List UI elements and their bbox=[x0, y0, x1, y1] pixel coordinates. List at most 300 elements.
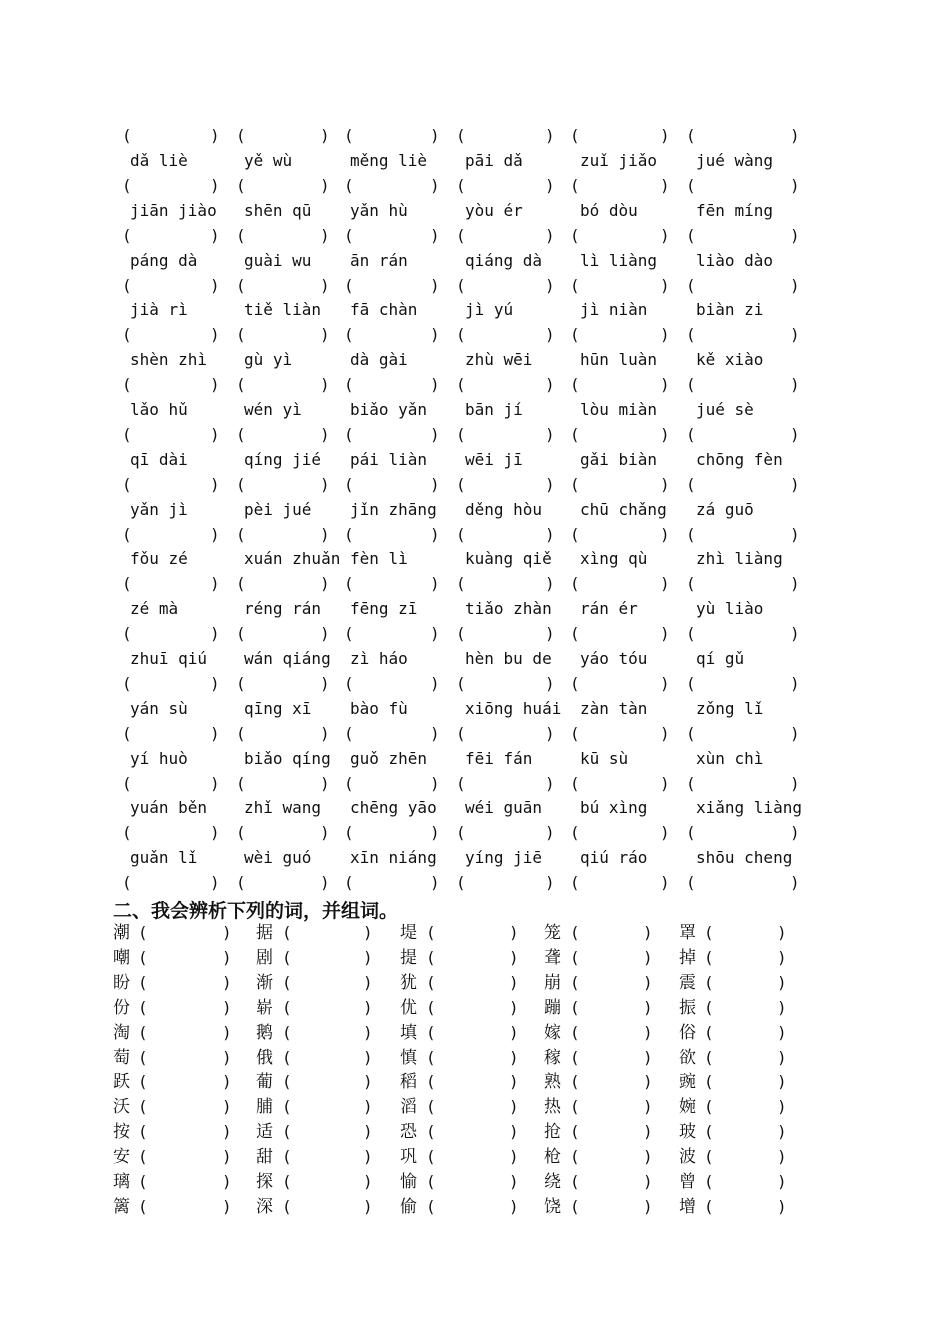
answer-blank-open[interactable]: ( bbox=[122, 375, 132, 395]
answer-blank-open[interactable]: ( bbox=[456, 425, 466, 444]
answer-blank-open[interactable]: ( bbox=[456, 474, 466, 494]
word-blank-close[interactable]: ) bbox=[777, 972, 787, 992]
word-blank-open[interactable]: ( bbox=[426, 923, 436, 942]
answer-blank-open[interactable]: ( bbox=[236, 275, 246, 295]
word-blank-close[interactable]: ) bbox=[363, 1097, 373, 1117]
word-blank-open[interactable]: ( bbox=[704, 997, 714, 1017]
word-blank-close[interactable]: ) bbox=[222, 1122, 232, 1142]
answer-blank-open[interactable]: ( bbox=[686, 275, 696, 295]
answer-blank-close[interactable]: ) bbox=[790, 474, 800, 494]
word-blank-close[interactable]: ) bbox=[509, 972, 519, 992]
answer-blank-open[interactable]: ( bbox=[344, 325, 354, 345]
answer-blank-close[interactable]: ) bbox=[320, 723, 330, 743]
answer-blank-close[interactable]: ) bbox=[320, 823, 330, 843]
answer-blank-open[interactable]: ( bbox=[236, 425, 246, 444]
answer-blank-open[interactable]: ( bbox=[122, 674, 132, 693]
answer-blank-open[interactable]: ( bbox=[456, 674, 466, 693]
answer-blank-open[interactable]: ( bbox=[236, 574, 246, 594]
answer-blank-open[interactable]: ( bbox=[456, 275, 466, 295]
word-blank-close[interactable]: ) bbox=[222, 1172, 232, 1191]
answer-blank-open[interactable]: ( bbox=[344, 773, 354, 793]
answer-blank-close[interactable]: ) bbox=[210, 225, 220, 245]
answer-blank-open[interactable]: ( bbox=[344, 474, 354, 494]
answer-blank-open[interactable]: ( bbox=[236, 474, 246, 494]
answer-blank-close[interactable]: ) bbox=[545, 275, 555, 295]
word-blank-close[interactable]: ) bbox=[363, 1022, 373, 1042]
word-blank-open[interactable]: ( bbox=[704, 947, 714, 967]
answer-blank-close[interactable]: ) bbox=[210, 425, 220, 444]
word-blank-close[interactable]: ) bbox=[222, 1147, 232, 1167]
answer-blank-open[interactable]: ( bbox=[570, 624, 580, 644]
answer-blank-open[interactable]: ( bbox=[570, 723, 580, 743]
answer-blank-close[interactable]: ) bbox=[430, 624, 440, 644]
word-blank-close[interactable]: ) bbox=[509, 1097, 519, 1117]
answer-blank-open[interactable]: ( bbox=[686, 674, 696, 693]
word-blank-open[interactable]: ( bbox=[704, 1122, 714, 1142]
answer-blank-close[interactable]: ) bbox=[320, 624, 330, 644]
answer-blank-close[interactable]: ) bbox=[210, 474, 220, 494]
answer-blank-close[interactable]: ) bbox=[660, 325, 670, 345]
word-blank-open[interactable]: ( bbox=[426, 1047, 436, 1067]
answer-blank-open[interactable]: ( bbox=[570, 674, 580, 693]
answer-blank-close[interactable]: ) bbox=[210, 723, 220, 743]
answer-blank-open[interactable]: ( bbox=[122, 624, 132, 644]
word-blank-open[interactable]: ( bbox=[282, 1122, 292, 1142]
answer-blank-open[interactable]: ( bbox=[236, 225, 246, 245]
word-blank-close[interactable]: ) bbox=[777, 923, 787, 942]
answer-blank-open[interactable]: ( bbox=[570, 823, 580, 843]
word-blank-close[interactable]: ) bbox=[363, 1196, 373, 1216]
answer-blank-close[interactable]: ) bbox=[430, 176, 440, 195]
answer-blank-close[interactable]: ) bbox=[210, 126, 220, 145]
word-blank-close[interactable]: ) bbox=[509, 997, 519, 1017]
answer-blank-close[interactable]: ) bbox=[545, 723, 555, 743]
answer-blank-open[interactable]: ( bbox=[456, 773, 466, 793]
answer-blank-close[interactable]: ) bbox=[320, 574, 330, 594]
answer-blank-open[interactable]: ( bbox=[122, 723, 132, 743]
answer-blank-open[interactable]: ( bbox=[344, 873, 354, 893]
word-blank-open[interactable]: ( bbox=[138, 1172, 148, 1191]
answer-blank-close[interactable]: ) bbox=[545, 474, 555, 494]
answer-blank-close[interactable]: ) bbox=[790, 624, 800, 644]
word-blank-open[interactable]: ( bbox=[426, 1122, 436, 1142]
word-blank-open[interactable]: ( bbox=[570, 1022, 580, 1042]
word-blank-close[interactable]: ) bbox=[777, 1022, 787, 1042]
answer-blank-close[interactable]: ) bbox=[545, 773, 555, 793]
word-blank-close[interactable]: ) bbox=[222, 972, 232, 992]
word-blank-close[interactable]: ) bbox=[777, 1097, 787, 1117]
word-blank-close[interactable]: ) bbox=[643, 1097, 653, 1117]
word-blank-open[interactable]: ( bbox=[570, 1196, 580, 1216]
word-blank-close[interactable]: ) bbox=[363, 997, 373, 1017]
word-blank-open[interactable]: ( bbox=[426, 947, 436, 967]
answer-blank-open[interactable]: ( bbox=[344, 375, 354, 395]
answer-blank-open[interactable]: ( bbox=[456, 524, 466, 544]
answer-blank-open[interactable]: ( bbox=[570, 524, 580, 544]
answer-blank-open[interactable]: ( bbox=[122, 275, 132, 295]
answer-blank-close[interactable]: ) bbox=[545, 674, 555, 693]
word-blank-close[interactable]: ) bbox=[509, 1147, 519, 1167]
word-blank-open[interactable]: ( bbox=[570, 1047, 580, 1067]
answer-blank-close[interactable]: ) bbox=[430, 275, 440, 295]
answer-blank-open[interactable]: ( bbox=[236, 773, 246, 793]
answer-blank-close[interactable]: ) bbox=[790, 176, 800, 195]
answer-blank-open[interactable]: ( bbox=[122, 425, 132, 444]
word-blank-open[interactable]: ( bbox=[704, 1172, 714, 1191]
answer-blank-close[interactable]: ) bbox=[320, 225, 330, 245]
answer-blank-open[interactable]: ( bbox=[456, 574, 466, 594]
word-blank-close[interactable]: ) bbox=[509, 1196, 519, 1216]
answer-blank-close[interactable]: ) bbox=[430, 474, 440, 494]
word-blank-open[interactable]: ( bbox=[704, 1072, 714, 1092]
answer-blank-close[interactable]: ) bbox=[660, 773, 670, 793]
answer-blank-close[interactable]: ) bbox=[210, 873, 220, 893]
word-blank-close[interactable]: ) bbox=[509, 1047, 519, 1067]
answer-blank-close[interactable]: ) bbox=[790, 524, 800, 544]
answer-blank-open[interactable]: ( bbox=[236, 375, 246, 395]
word-blank-close[interactable]: ) bbox=[222, 1047, 232, 1067]
word-blank-open[interactable]: ( bbox=[704, 1097, 714, 1117]
word-blank-close[interactable]: ) bbox=[509, 923, 519, 942]
answer-blank-open[interactable]: ( bbox=[122, 325, 132, 345]
answer-blank-open[interactable]: ( bbox=[236, 873, 246, 893]
answer-blank-open[interactable]: ( bbox=[570, 873, 580, 893]
word-blank-close[interactable]: ) bbox=[643, 1147, 653, 1167]
word-blank-open[interactable]: ( bbox=[570, 1072, 580, 1092]
answer-blank-close[interactable]: ) bbox=[660, 574, 670, 594]
word-blank-open[interactable]: ( bbox=[426, 1196, 436, 1216]
answer-blank-open[interactable]: ( bbox=[686, 225, 696, 245]
answer-blank-open[interactable]: ( bbox=[686, 823, 696, 843]
word-blank-close[interactable]: ) bbox=[363, 1047, 373, 1067]
word-blank-close[interactable]: ) bbox=[643, 1122, 653, 1142]
word-blank-open[interactable]: ( bbox=[138, 1072, 148, 1092]
answer-blank-open[interactable]: ( bbox=[236, 674, 246, 693]
answer-blank-open[interactable]: ( bbox=[344, 674, 354, 693]
answer-blank-open[interactable]: ( bbox=[236, 126, 246, 145]
word-blank-close[interactable]: ) bbox=[363, 1072, 373, 1092]
word-blank-close[interactable]: ) bbox=[643, 997, 653, 1017]
answer-blank-close[interactable]: ) bbox=[660, 624, 670, 644]
answer-blank-close[interactable]: ) bbox=[320, 873, 330, 893]
word-blank-open[interactable]: ( bbox=[570, 947, 580, 967]
word-blank-open[interactable]: ( bbox=[570, 1172, 580, 1191]
answer-blank-close[interactable]: ) bbox=[210, 275, 220, 295]
answer-blank-close[interactable]: ) bbox=[430, 225, 440, 245]
word-blank-open[interactable]: ( bbox=[426, 972, 436, 992]
answer-blank-close[interactable]: ) bbox=[545, 524, 555, 544]
word-blank-open[interactable]: ( bbox=[570, 1147, 580, 1167]
answer-blank-open[interactable]: ( bbox=[344, 524, 354, 544]
word-blank-close[interactable]: ) bbox=[643, 923, 653, 942]
answer-blank-close[interactable]: ) bbox=[790, 674, 800, 693]
answer-blank-close[interactable]: ) bbox=[320, 773, 330, 793]
word-blank-open[interactable]: ( bbox=[426, 1097, 436, 1117]
answer-blank-close[interactable]: ) bbox=[660, 823, 670, 843]
word-blank-open[interactable]: ( bbox=[138, 1047, 148, 1067]
word-blank-close[interactable]: ) bbox=[363, 947, 373, 967]
answer-blank-close[interactable]: ) bbox=[210, 524, 220, 544]
word-blank-close[interactable]: ) bbox=[509, 1022, 519, 1042]
answer-blank-close[interactable]: ) bbox=[430, 723, 440, 743]
answer-blank-close[interactable]: ) bbox=[210, 773, 220, 793]
answer-blank-close[interactable]: ) bbox=[790, 723, 800, 743]
answer-blank-open[interactable]: ( bbox=[344, 176, 354, 195]
answer-blank-open[interactable]: ( bbox=[236, 176, 246, 195]
word-blank-close[interactable]: ) bbox=[777, 1147, 787, 1167]
answer-blank-open[interactable]: ( bbox=[236, 325, 246, 345]
answer-blank-close[interactable]: ) bbox=[545, 624, 555, 644]
answer-blank-open[interactable]: ( bbox=[570, 425, 580, 444]
answer-blank-close[interactable]: ) bbox=[545, 126, 555, 145]
answer-blank-open[interactable]: ( bbox=[122, 823, 132, 843]
answer-blank-close[interactable]: ) bbox=[320, 674, 330, 693]
answer-blank-close[interactable]: ) bbox=[545, 873, 555, 893]
word-blank-open[interactable]: ( bbox=[570, 997, 580, 1017]
word-blank-close[interactable]: ) bbox=[222, 997, 232, 1017]
word-blank-open[interactable]: ( bbox=[704, 1022, 714, 1042]
word-blank-open[interactable]: ( bbox=[426, 1072, 436, 1092]
answer-blank-close[interactable]: ) bbox=[430, 773, 440, 793]
answer-blank-close[interactable]: ) bbox=[660, 375, 670, 395]
answer-blank-close[interactable]: ) bbox=[210, 823, 220, 843]
word-blank-open[interactable]: ( bbox=[704, 1196, 714, 1216]
answer-blank-close[interactable]: ) bbox=[660, 126, 670, 145]
answer-blank-close[interactable]: ) bbox=[660, 674, 670, 693]
answer-blank-open[interactable]: ( bbox=[122, 873, 132, 893]
answer-blank-close[interactable]: ) bbox=[790, 574, 800, 594]
answer-blank-open[interactable]: ( bbox=[236, 624, 246, 644]
answer-blank-close[interactable]: ) bbox=[210, 176, 220, 195]
word-blank-close[interactable]: ) bbox=[509, 947, 519, 967]
word-blank-open[interactable]: ( bbox=[426, 997, 436, 1017]
answer-blank-close[interactable]: ) bbox=[660, 425, 670, 444]
answer-blank-open[interactable]: ( bbox=[122, 474, 132, 494]
answer-blank-open[interactable]: ( bbox=[570, 126, 580, 145]
answer-blank-close[interactable]: ) bbox=[210, 574, 220, 594]
answer-blank-open[interactable]: ( bbox=[344, 126, 354, 145]
word-blank-open[interactable]: ( bbox=[704, 972, 714, 992]
word-blank-close[interactable]: ) bbox=[777, 1047, 787, 1067]
word-blank-open[interactable]: ( bbox=[138, 1022, 148, 1042]
answer-blank-close[interactable]: ) bbox=[790, 275, 800, 295]
answer-blank-close[interactable]: ) bbox=[210, 325, 220, 345]
word-blank-open[interactable]: ( bbox=[282, 1097, 292, 1117]
answer-blank-open[interactable]: ( bbox=[456, 823, 466, 843]
answer-blank-close[interactable]: ) bbox=[320, 126, 330, 145]
word-blank-close[interactable]: ) bbox=[222, 1196, 232, 1216]
word-blank-close[interactable]: ) bbox=[777, 1196, 787, 1216]
answer-blank-open[interactable]: ( bbox=[236, 524, 246, 544]
answer-blank-open[interactable]: ( bbox=[456, 375, 466, 395]
word-blank-close[interactable]: ) bbox=[777, 1072, 787, 1092]
answer-blank-close[interactable]: ) bbox=[790, 225, 800, 245]
word-blank-open[interactable]: ( bbox=[282, 923, 292, 942]
answer-blank-open[interactable]: ( bbox=[122, 225, 132, 245]
answer-blank-close[interactable]: ) bbox=[660, 225, 670, 245]
word-blank-open[interactable]: ( bbox=[570, 1097, 580, 1117]
answer-blank-open[interactable]: ( bbox=[122, 574, 132, 594]
word-blank-open[interactable]: ( bbox=[282, 1172, 292, 1191]
word-blank-open[interactable]: ( bbox=[426, 1172, 436, 1191]
answer-blank-open[interactable]: ( bbox=[686, 873, 696, 893]
word-blank-open[interactable]: ( bbox=[282, 1022, 292, 1042]
word-blank-open[interactable]: ( bbox=[426, 1022, 436, 1042]
answer-blank-close[interactable]: ) bbox=[660, 474, 670, 494]
word-blank-open[interactable]: ( bbox=[138, 923, 148, 942]
word-blank-open[interactable]: ( bbox=[138, 947, 148, 967]
word-blank-close[interactable]: ) bbox=[643, 1172, 653, 1191]
answer-blank-close[interactable]: ) bbox=[790, 325, 800, 345]
answer-blank-open[interactable]: ( bbox=[570, 325, 580, 345]
answer-blank-open[interactable]: ( bbox=[686, 425, 696, 444]
word-blank-close[interactable]: ) bbox=[222, 1097, 232, 1117]
answer-blank-close[interactable]: ) bbox=[430, 674, 440, 693]
answer-blank-close[interactable]: ) bbox=[660, 176, 670, 195]
word-blank-close[interactable]: ) bbox=[509, 1122, 519, 1142]
word-blank-open[interactable]: ( bbox=[282, 1196, 292, 1216]
answer-blank-open[interactable]: ( bbox=[570, 176, 580, 195]
word-blank-open[interactable]: ( bbox=[138, 1097, 148, 1117]
answer-blank-open[interactable]: ( bbox=[456, 225, 466, 245]
answer-blank-open[interactable]: ( bbox=[686, 773, 696, 793]
answer-blank-close[interactable]: ) bbox=[210, 624, 220, 644]
word-blank-open[interactable]: ( bbox=[282, 997, 292, 1017]
word-blank-open[interactable]: ( bbox=[138, 1147, 148, 1167]
answer-blank-close[interactable]: ) bbox=[320, 275, 330, 295]
answer-blank-close[interactable]: ) bbox=[320, 425, 330, 444]
answer-blank-open[interactable]: ( bbox=[122, 773, 132, 793]
word-blank-close[interactable]: ) bbox=[777, 1122, 787, 1142]
word-blank-open[interactable]: ( bbox=[282, 1147, 292, 1167]
word-blank-close[interactable]: ) bbox=[777, 947, 787, 967]
word-blank-close[interactable]: ) bbox=[643, 1022, 653, 1042]
answer-blank-close[interactable]: ) bbox=[660, 873, 670, 893]
word-blank-close[interactable]: ) bbox=[363, 923, 373, 942]
answer-blank-open[interactable]: ( bbox=[686, 375, 696, 395]
answer-blank-open[interactable]: ( bbox=[570, 773, 580, 793]
answer-blank-open[interactable]: ( bbox=[570, 474, 580, 494]
answer-blank-open[interactable]: ( bbox=[686, 474, 696, 494]
answer-blank-close[interactable]: ) bbox=[545, 176, 555, 195]
word-blank-close[interactable]: ) bbox=[509, 1072, 519, 1092]
answer-blank-close[interactable]: ) bbox=[545, 823, 555, 843]
word-blank-open[interactable]: ( bbox=[704, 1147, 714, 1167]
answer-blank-open[interactable]: ( bbox=[344, 823, 354, 843]
answer-blank-close[interactable]: ) bbox=[545, 375, 555, 395]
word-blank-open[interactable]: ( bbox=[138, 1196, 148, 1216]
word-blank-close[interactable]: ) bbox=[777, 1172, 787, 1191]
answer-blank-open[interactable]: ( bbox=[686, 624, 696, 644]
answer-blank-close[interactable]: ) bbox=[320, 524, 330, 544]
answer-blank-close[interactable]: ) bbox=[430, 524, 440, 544]
answer-blank-close[interactable]: ) bbox=[790, 773, 800, 793]
answer-blank-close[interactable]: ) bbox=[545, 574, 555, 594]
answer-blank-close[interactable]: ) bbox=[660, 723, 670, 743]
answer-blank-close[interactable]: ) bbox=[430, 823, 440, 843]
answer-blank-open[interactable]: ( bbox=[122, 126, 132, 145]
answer-blank-open[interactable]: ( bbox=[122, 176, 132, 195]
answer-blank-close[interactable]: ) bbox=[430, 126, 440, 145]
word-blank-close[interactable]: ) bbox=[363, 1122, 373, 1142]
answer-blank-close[interactable]: ) bbox=[430, 574, 440, 594]
answer-blank-open[interactable]: ( bbox=[236, 723, 246, 743]
answer-blank-open[interactable]: ( bbox=[344, 574, 354, 594]
answer-blank-close[interactable]: ) bbox=[430, 425, 440, 444]
answer-blank-close[interactable]: ) bbox=[210, 674, 220, 693]
answer-blank-close[interactable]: ) bbox=[790, 873, 800, 893]
word-blank-close[interactable]: ) bbox=[222, 1072, 232, 1092]
answer-blank-close[interactable]: ) bbox=[545, 225, 555, 245]
word-blank-close[interactable]: ) bbox=[643, 1047, 653, 1067]
answer-blank-close[interactable]: ) bbox=[320, 176, 330, 195]
answer-blank-open[interactable]: ( bbox=[456, 126, 466, 145]
answer-blank-close[interactable]: ) bbox=[430, 325, 440, 345]
word-blank-close[interactable]: ) bbox=[222, 947, 232, 967]
word-blank-close[interactable]: ) bbox=[509, 1172, 519, 1191]
answer-blank-close[interactable]: ) bbox=[790, 823, 800, 843]
answer-blank-close[interactable]: ) bbox=[545, 325, 555, 345]
answer-blank-close[interactable]: ) bbox=[660, 275, 670, 295]
word-blank-open[interactable]: ( bbox=[426, 1147, 436, 1167]
word-blank-close[interactable]: ) bbox=[363, 1172, 373, 1191]
answer-blank-open[interactable]: ( bbox=[344, 723, 354, 743]
answer-blank-open[interactable]: ( bbox=[570, 275, 580, 295]
answer-blank-close[interactable]: ) bbox=[320, 325, 330, 345]
answer-blank-close[interactable]: ) bbox=[790, 375, 800, 395]
word-blank-open[interactable]: ( bbox=[282, 972, 292, 992]
word-blank-open[interactable]: ( bbox=[282, 947, 292, 967]
answer-blank-open[interactable]: ( bbox=[570, 225, 580, 245]
answer-blank-open[interactable]: ( bbox=[456, 873, 466, 893]
answer-blank-open[interactable]: ( bbox=[236, 823, 246, 843]
answer-blank-close[interactable]: ) bbox=[320, 375, 330, 395]
answer-blank-close[interactable]: ) bbox=[545, 425, 555, 444]
answer-blank-open[interactable]: ( bbox=[344, 275, 354, 295]
word-blank-open[interactable]: ( bbox=[138, 1122, 148, 1142]
answer-blank-open[interactable]: ( bbox=[344, 225, 354, 245]
word-blank-close[interactable]: ) bbox=[222, 923, 232, 942]
answer-blank-open[interactable]: ( bbox=[344, 425, 354, 444]
answer-blank-close[interactable]: ) bbox=[210, 375, 220, 395]
word-blank-open[interactable]: ( bbox=[570, 972, 580, 992]
answer-blank-close[interactable]: ) bbox=[430, 375, 440, 395]
word-blank-open[interactable]: ( bbox=[570, 923, 580, 942]
answer-blank-open[interactable]: ( bbox=[122, 524, 132, 544]
answer-blank-close[interactable]: ) bbox=[790, 425, 800, 444]
word-blank-close[interactable]: ) bbox=[643, 1072, 653, 1092]
word-blank-close[interactable]: ) bbox=[222, 1022, 232, 1042]
answer-blank-open[interactable]: ( bbox=[570, 375, 580, 395]
word-blank-close[interactable]: ) bbox=[777, 997, 787, 1017]
answer-blank-close[interactable]: ) bbox=[790, 126, 800, 145]
word-blank-close[interactable]: ) bbox=[363, 972, 373, 992]
word-blank-open[interactable]: ( bbox=[282, 1047, 292, 1067]
word-blank-open[interactable]: ( bbox=[704, 1047, 714, 1067]
answer-blank-open[interactable]: ( bbox=[570, 574, 580, 594]
word-blank-close[interactable]: ) bbox=[363, 1147, 373, 1167]
answer-blank-open[interactable]: ( bbox=[686, 574, 696, 594]
answer-blank-open[interactable]: ( bbox=[686, 723, 696, 743]
answer-blank-close[interactable]: ) bbox=[320, 474, 330, 494]
word-blank-close[interactable]: ) bbox=[643, 947, 653, 967]
word-blank-open[interactable]: ( bbox=[282, 1072, 292, 1092]
answer-blank-open[interactable]: ( bbox=[456, 624, 466, 644]
answer-blank-open[interactable]: ( bbox=[686, 126, 696, 145]
word-blank-open[interactable]: ( bbox=[138, 997, 148, 1017]
word-blank-open[interactable]: ( bbox=[138, 972, 148, 992]
answer-blank-open[interactable]: ( bbox=[344, 624, 354, 644]
